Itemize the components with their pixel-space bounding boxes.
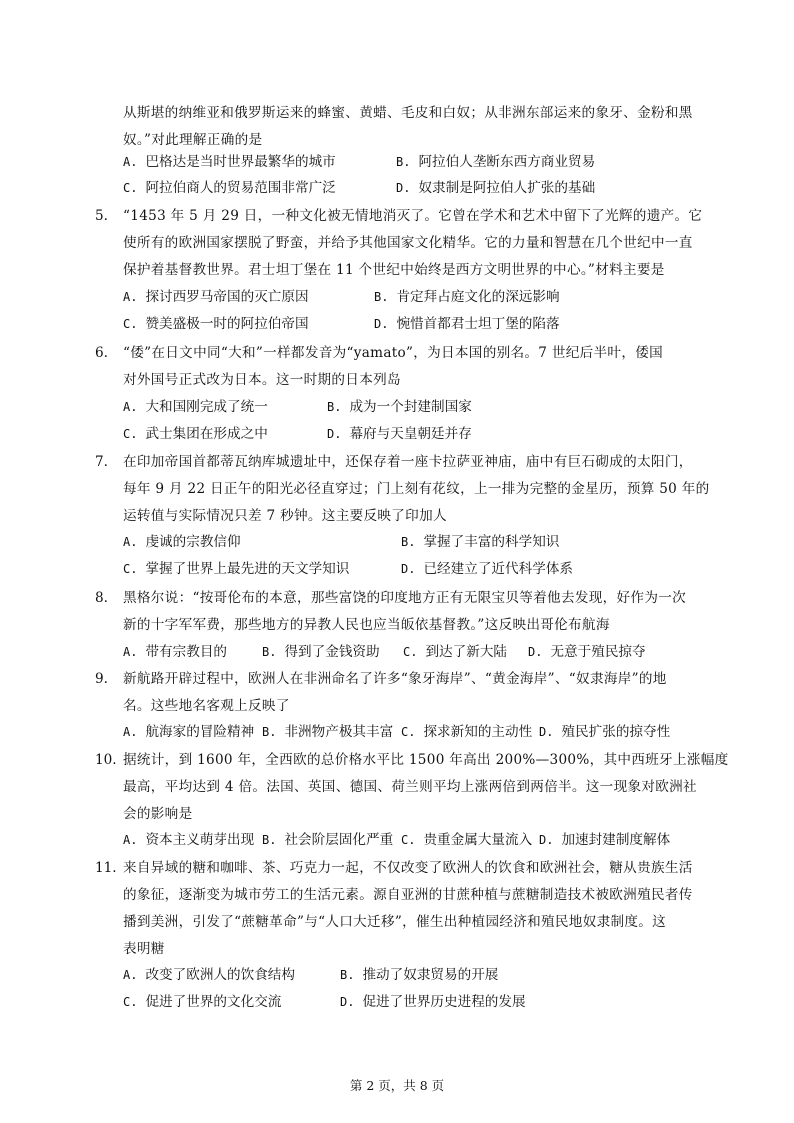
question-line: 最高，平均达到 4 倍。法国、英国、德国、荷兰则平均上涨两倍到两倍半。这一现象对欧洲社 [123, 779, 697, 795]
intro-option-b: B. 阿拉伯人垄断东西方商业贸易 [396, 154, 596, 170]
option-b: B. 非洲物产极其丰富 [262, 724, 394, 740]
option-d: D. 促进了世界历史进程的发展 [340, 994, 526, 1010]
question-number: 6. [95, 345, 108, 361]
option-d: D. 加速封建制度解体 [539, 832, 671, 848]
option-d: D. 惋惜首都君士坦丁堡的陷落 [374, 316, 560, 332]
question-line: 据统计，到 1600 年，全西欧的总价格水平比 1500 年高出 200%—300%，其中西班牙上涨幅度 [123, 752, 729, 768]
question-line: “倭”在日文中同“大和”一样都发音为“yamato”，为日本国的别名。7 世纪后半叶，倭国 [123, 345, 663, 361]
option-a: A. 大和国刚完成了统一 [123, 399, 268, 415]
option-a: A. 资本主义萌芽出现 [123, 832, 255, 848]
option-c: C. 武士集团在形成之中 [123, 426, 268, 442]
question-line: 播到美洲，引发了“蔗糖革命”与“人口大迁移”，催生出种植园经济和殖民地奴隶制度。这 [123, 914, 667, 930]
question-number: 7. [95, 454, 108, 470]
question-line: 表明糖 [123, 941, 165, 957]
question-line: 来自异域的糖和咖啡、茶、巧克力一起，不仅改变了欧洲人的饮食和欧洲社会，糖从贵族生活 [123, 860, 693, 876]
question-line: 黑格尔说：“按哥伦布的本意，那些富饶的印度地方正有无限宝贝等着他去发现，好作为一次 [123, 590, 686, 606]
option-c: C. 赞美盛极一时的阿拉伯帝国 [123, 316, 309, 332]
question-number: 10. [95, 752, 117, 768]
question-line: 每年 9 月 22 日正午的阳光必径直穿过；门上刻有花纹，上一排为完整的金星历，预算 50 年的 [123, 481, 710, 497]
option-a: A. 虔诚的宗教信仰 [123, 534, 241, 550]
option-b: B. 肯定拜占庭文化的深远影响 [374, 289, 560, 305]
question-line: 新的十字军军费，那些地方的异教人民也应当皈依基督教。”这反映出哥伦布航海 [123, 617, 610, 633]
question-line: 保护着基督教世界。君士坦丁堡在 11 个世纪中始终是西方文明世界的中心。”材料主要是 [123, 262, 665, 278]
question-line: 在印加帝国首都蒂瓦纳库城遗址中，还保存着一座卡拉萨亚神庙，庙中有巨石砌成的太阳门， [123, 454, 693, 470]
question-line: 使所有的欧洲国家摆脱了野蛮，并给予其他国家文化精华。它的力量和智慧在几个世纪中一直 [123, 235, 693, 251]
question-line: 的象征，逐渐变为城市劳工的生活元素。源自亚洲的甘蔗种植与蔗糖制造技术被欧洲殖民者传 [123, 887, 693, 903]
option-d: D. 殖民扩张的掠夺性 [539, 724, 671, 740]
question-line: 对外国号正式改为日本。这一时期的日本列岛 [123, 372, 401, 388]
option-c: C. 贵重金属大量流入 [401, 832, 533, 848]
option-a: A. 探讨西罗马帝国的灭亡原因 [123, 289, 309, 305]
intro-option-c: C. 阿拉伯商人的贸易范围非常广泛 [123, 180, 336, 196]
option-b: B. 推动了奴隶贸易的开展 [340, 967, 499, 983]
option-d: D. 无意于殖民掠夺 [528, 644, 646, 660]
option-c: C. 促进了世界的文化交流 [123, 994, 282, 1010]
intro-line-2: 奴。”对此理解正确的是 [123, 132, 263, 148]
option-a: A. 改变了欧洲人的饮食结构 [123, 967, 295, 983]
option-b: B. 成为一个封建制国家 [327, 399, 472, 415]
question-number: 8. [95, 590, 108, 606]
option-a: A. 带有宗教目的 [123, 644, 228, 660]
question-line: 运转值与实际情况只差 7 秒钟。这主要反映了印加人 [123, 508, 447, 524]
option-c: C. 掌握了世界上最先进的天文学知识 [123, 561, 350, 577]
option-d: D. 已经建立了近代科学体系 [401, 561, 573, 577]
question-line: 新航路开辟过程中，欧洲人在非洲命名了许多“象牙海岸”、“黄金海岸”、“奴隶海岸”的地 [123, 671, 667, 687]
option-a: A. 航海家的冒险精神 [123, 724, 255, 740]
option-b: B. 社会阶层固化严重 [262, 832, 394, 848]
question-line: 名。这些地名客观上反映了 [123, 698, 290, 714]
option-b: B. 掌握了丰富的科学知识 [401, 534, 560, 550]
page-footer: 第 2 页，共 8 页 [349, 1078, 445, 1093]
question-line: “1453 年 5 月 29 日，一种文化被无情地消灭了。它曾在学术和艺术中留下了光辉的遗产。它 [123, 208, 703, 224]
option-b: B. 得到了金钱资助 [262, 644, 380, 660]
intro-option-d: D. 奴隶制是阿拉伯人扩张的基础 [396, 180, 596, 196]
option-c: C. 探求新知的主动性 [401, 724, 533, 740]
intro-line-1: 从斯堪的纳维亚和俄罗斯运来的蜂蜜、黄蜡、毛皮和白奴；从非洲东部运来的象牙、金粉和黑 [123, 105, 693, 121]
question-line: 会的影响是 [123, 806, 193, 822]
intro-option-a: A. 巴格达是当时世界最繁华的城市 [123, 154, 336, 170]
question-number: 5. [95, 208, 108, 224]
option-d: D. 幕府与天皇朝廷并存 [327, 426, 472, 442]
option-c: C. 到达了新大陆 [403, 644, 508, 660]
question-number: 11. [95, 860, 117, 876]
question-number: 9. [95, 671, 108, 687]
